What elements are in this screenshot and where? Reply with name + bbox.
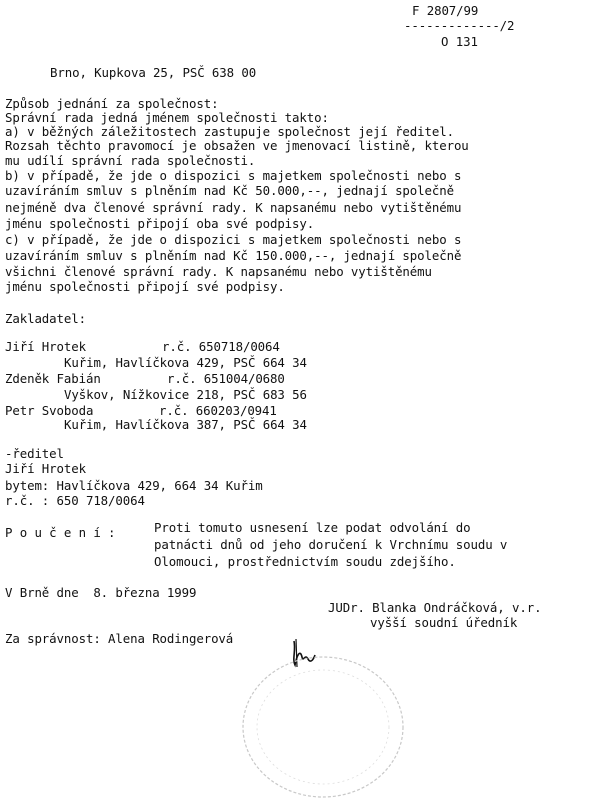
manner-line: uzavíráním smluv s plněním nad Kč 50.000,--, jednají společně bbox=[5, 183, 454, 198]
manner-line: jménu společnosti připojí oba své podpisy. bbox=[5, 216, 315, 231]
founder-address: Kuřim, Havlíčkova 429, PSČ 664 34 bbox=[64, 355, 307, 370]
manner-line: b) v případě, že jde o dispozici s majetkem společnosti nebo s bbox=[5, 168, 462, 183]
manner-line: a) v běžných záležitostech zastupuje společnost její ředitel. bbox=[5, 124, 454, 139]
founder-address: Vyškov, Nížkovice 218, PSČ 683 56 bbox=[64, 387, 307, 402]
signatory-name: JUDr. Blanka Ondráčková, v.r. bbox=[328, 600, 542, 615]
founders-heading: Zakladatel: bbox=[5, 311, 86, 326]
address-line: Brno, Kupkova 25, PSČ 638 00 bbox=[50, 65, 257, 80]
page-marker: -------------/2 bbox=[404, 18, 515, 33]
director-name: Jiří Hrotek bbox=[5, 461, 86, 476]
reference-number: O 131 bbox=[441, 34, 478, 49]
manner-line: všichni členové správní rady. K napsanému nebo vytištěnému bbox=[5, 264, 432, 279]
director-label: -ředitel bbox=[5, 446, 64, 461]
manner-line: jménu společnosti připojí své podpisy. bbox=[5, 279, 285, 294]
instruction-line: Olomouci, prostřednictvím soudu zdejšího. bbox=[154, 554, 456, 569]
founder-address: Kuřim, Havlíčkova 387, PSČ 664 34 bbox=[64, 417, 307, 432]
file-number: F 2807/99 bbox=[412, 3, 479, 18]
director-rc: r.č. : 650 718/0064 bbox=[5, 493, 145, 508]
manner-line: mu udílí správní rada společnosti. bbox=[5, 153, 256, 168]
founder-name: Petr Svoboda bbox=[5, 403, 94, 418]
round-stamp bbox=[238, 652, 408, 802]
manner-line: uzavíráním smluv s plněním nad Kč 150.000,--, jednají společně bbox=[5, 248, 462, 263]
founder-name: Jiří Hrotek bbox=[5, 339, 86, 354]
instruction-line: patnácti dnů od jeho doručení k Vrchnímu soudu v bbox=[154, 537, 508, 552]
founder-rc: r.č. 651004/0680 bbox=[167, 371, 285, 386]
instruction-label: P o u č e n í : bbox=[5, 525, 116, 540]
founder-rc: r.č. 660203/0941 bbox=[159, 403, 277, 418]
manner-line: Rozsah těchto pravomocí je obsažen ve jmenovací listině, kterou bbox=[5, 138, 469, 153]
manner-line: nejméně dva členové správní rady. K napsanému nebo vytištěnému bbox=[5, 200, 462, 215]
founder-name: Zdeněk Fabián bbox=[5, 371, 101, 386]
manner-line: c) v případě, že jde o dispozici s majetkem společnosti nebo s bbox=[5, 232, 462, 247]
manner-line: Správní rada jedná jménem společnosti takto: bbox=[5, 110, 329, 125]
correctness-line: Za správnost: Alena Rodingerová bbox=[5, 631, 234, 646]
founder-rc: r.č. 650718/0064 bbox=[162, 339, 280, 354]
director-residence: bytem: Havlíčkova 429, 664 34 Kuřim bbox=[5, 478, 263, 493]
date-line: V Brně dne 8. března 1999 bbox=[5, 585, 197, 600]
manner-heading: Způsob jednání za společnost: bbox=[5, 96, 219, 111]
instruction-line: Proti tomuto usnesení lze podat odvolání do bbox=[154, 520, 471, 535]
signatory-title: vyšší soudní úředník bbox=[370, 615, 518, 630]
